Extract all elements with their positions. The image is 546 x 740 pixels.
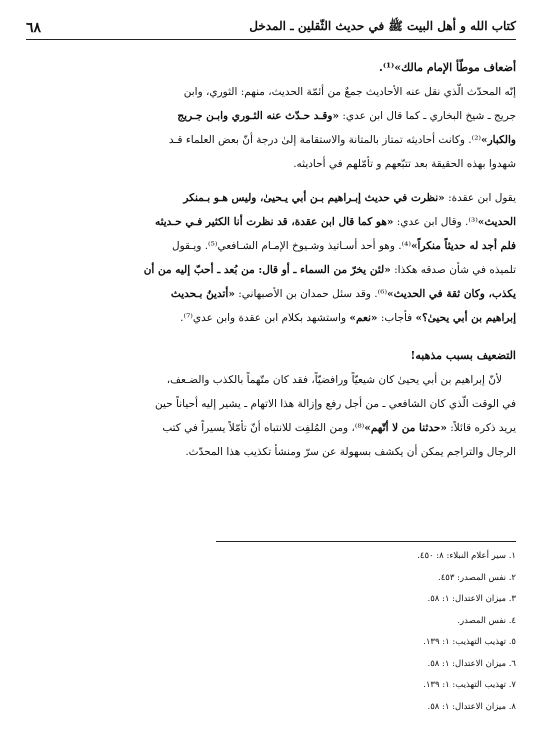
page-header (26, 14, 516, 40)
text-run: ⁽⁸⁾، ومن المُلفِت للانتباه أنّ تأمّلاً يسيراً في كتب (162, 422, 365, 434)
text-run: في الوقت الّذي كان الشافعي ـ من أجل رفع وإزالة هذا الاتهام ـ يشير إليه أحياناً حين (155, 398, 516, 410)
text-run: واستشهد بكلام ابن عقدة وابن عدي⁽⁷⁾. (180, 312, 350, 324)
paragraph-line (26, 210, 516, 234)
quote-run: «لئن يخرّ من السماء ـ أو قال: من بُعد ـ أحبّ إليه من أن (143, 264, 391, 276)
paragraph-line (26, 104, 516, 128)
footnote-item: ٦. ميزان الاعتدال: ١: ٥٨. (427, 658, 516, 669)
footnote-item: ٤. نفس المصدر. (457, 615, 516, 626)
main-text (26, 56, 516, 464)
text-run: تلميذه في شأن صدقه هكذا: (390, 264, 516, 276)
quote-run: فلم أجد له حديثاً منكراً» (410, 240, 516, 252)
quote-run: «نعم» (349, 312, 378, 324)
paragraph-line (26, 258, 516, 282)
text-run: يقول ابن عقدة: (444, 192, 516, 204)
opening-line: أضعاف موطّأ الإمام مالك»⁽¹⁾. (379, 61, 516, 74)
text-run: جريج ـ شيخ البخاري ـ كما قال ابن عدي: (339, 110, 516, 122)
paragraph-line (26, 440, 516, 464)
paragraph-line (26, 392, 516, 416)
quote-run: «وقـد حـدّث عنه الثـوري وابـن جـريج (177, 110, 340, 122)
quote-run: والكبار» (481, 134, 516, 146)
text-run: ⁽³⁾. وقال ابن عدي: (393, 216, 478, 228)
quote-run: الحديث» (477, 216, 516, 228)
text-run: شهدوا بهذه الحقيقة بعد تتبّعهم و تأمّلهم في أحاديثه. (293, 158, 516, 170)
running-title: كتاب الله و أهل البيت ﷺ في حديث الثّقلين ـ المدخل (249, 19, 516, 33)
text-run: يريد ذكره قائلاً: (446, 422, 516, 434)
quote-run: «حدثنا من لا أتّهم» (364, 422, 447, 434)
paragraph-line (26, 128, 516, 152)
paragraph-line (26, 80, 516, 104)
quote-run: «أتدينُ بـحديث (170, 288, 235, 300)
text-run: فأجاب: (377, 312, 416, 324)
text-run: الرجال والتراجم يمكن أن يكشف بسهولة عن سرّ ومنشأ تكذيب هذا المحدّث. (185, 446, 516, 458)
footnotes (196, 546, 516, 718)
text-run: لأنّ إبراهيم بن أبي يحيىٰ كان شيعيّاً ورافضيّاً، فقد كان متّهماً بالكذب والضـعف، (166, 374, 502, 386)
footnote-item: ١. سير أعلام النبلاء: ٨: ٤٥٠. (417, 551, 516, 561)
footnote-divider (216, 541, 516, 542)
quote-run: «نظرت في حديث إبـراهيم بـن أبي يـحيىٰ، وليس هـو بـمنكر (183, 192, 445, 204)
footnote-item: ٣. ميزان الاعتدال: ١: ٥٨. (427, 594, 516, 604)
paragraph-line (26, 416, 516, 440)
page-number: ٦٨ (26, 20, 42, 36)
paragraph-line (26, 152, 516, 176)
text-run: ⁽⁶⁾. وقد سئل حمدان بن الأصبهاني: (234, 288, 388, 300)
text-run: ⁽⁴⁾. وهو أحد أسـاتيذ وشـيوخ الإمـام الشـافعي⁽⁵⁾. ويـقول (171, 240, 411, 252)
text-run: ⁽²⁾. وكانت أحاديثه تمتاز بالمتانة والاستقامة إلىٰ درجة أنّ بعض العلماء قـد (168, 134, 481, 146)
quote-run: «هو كما قال ابن عقدة، قد نظرت أنا الكثير فـي حـديثه (154, 216, 394, 228)
footnote-item: ٧. تهذيب التهذيب: ١: ١٣٩. (423, 680, 516, 690)
paragraph-line (26, 186, 516, 210)
quote-run: إبراهيم بن أبي يحيىٰ؟» (415, 312, 516, 324)
quote-run: يكذب، وكان ثقة في الحديث» (387, 288, 516, 300)
paragraph-line (26, 234, 516, 258)
paragraph-line (26, 368, 516, 392)
text-run: إنّه المحدّث الّذي نقل عنه الأحاديث جمعٌ من أئمّة الحديث، منهم: الثوري، وابن (183, 86, 516, 98)
section-heading: التضعيف بسبب مذهبه! (410, 349, 516, 362)
paragraph-line (26, 282, 516, 306)
footnote-item: ٨. ميزان الاعتدال: ١: ٥٨. (427, 701, 516, 712)
footnote-item: ٥. تهذيب التهذيب: ١: ١٣٩. (423, 637, 516, 647)
paragraph-line (26, 306, 516, 330)
footnote-item: ٢. نفس المصدر: ٤٥٣. (438, 572, 516, 583)
